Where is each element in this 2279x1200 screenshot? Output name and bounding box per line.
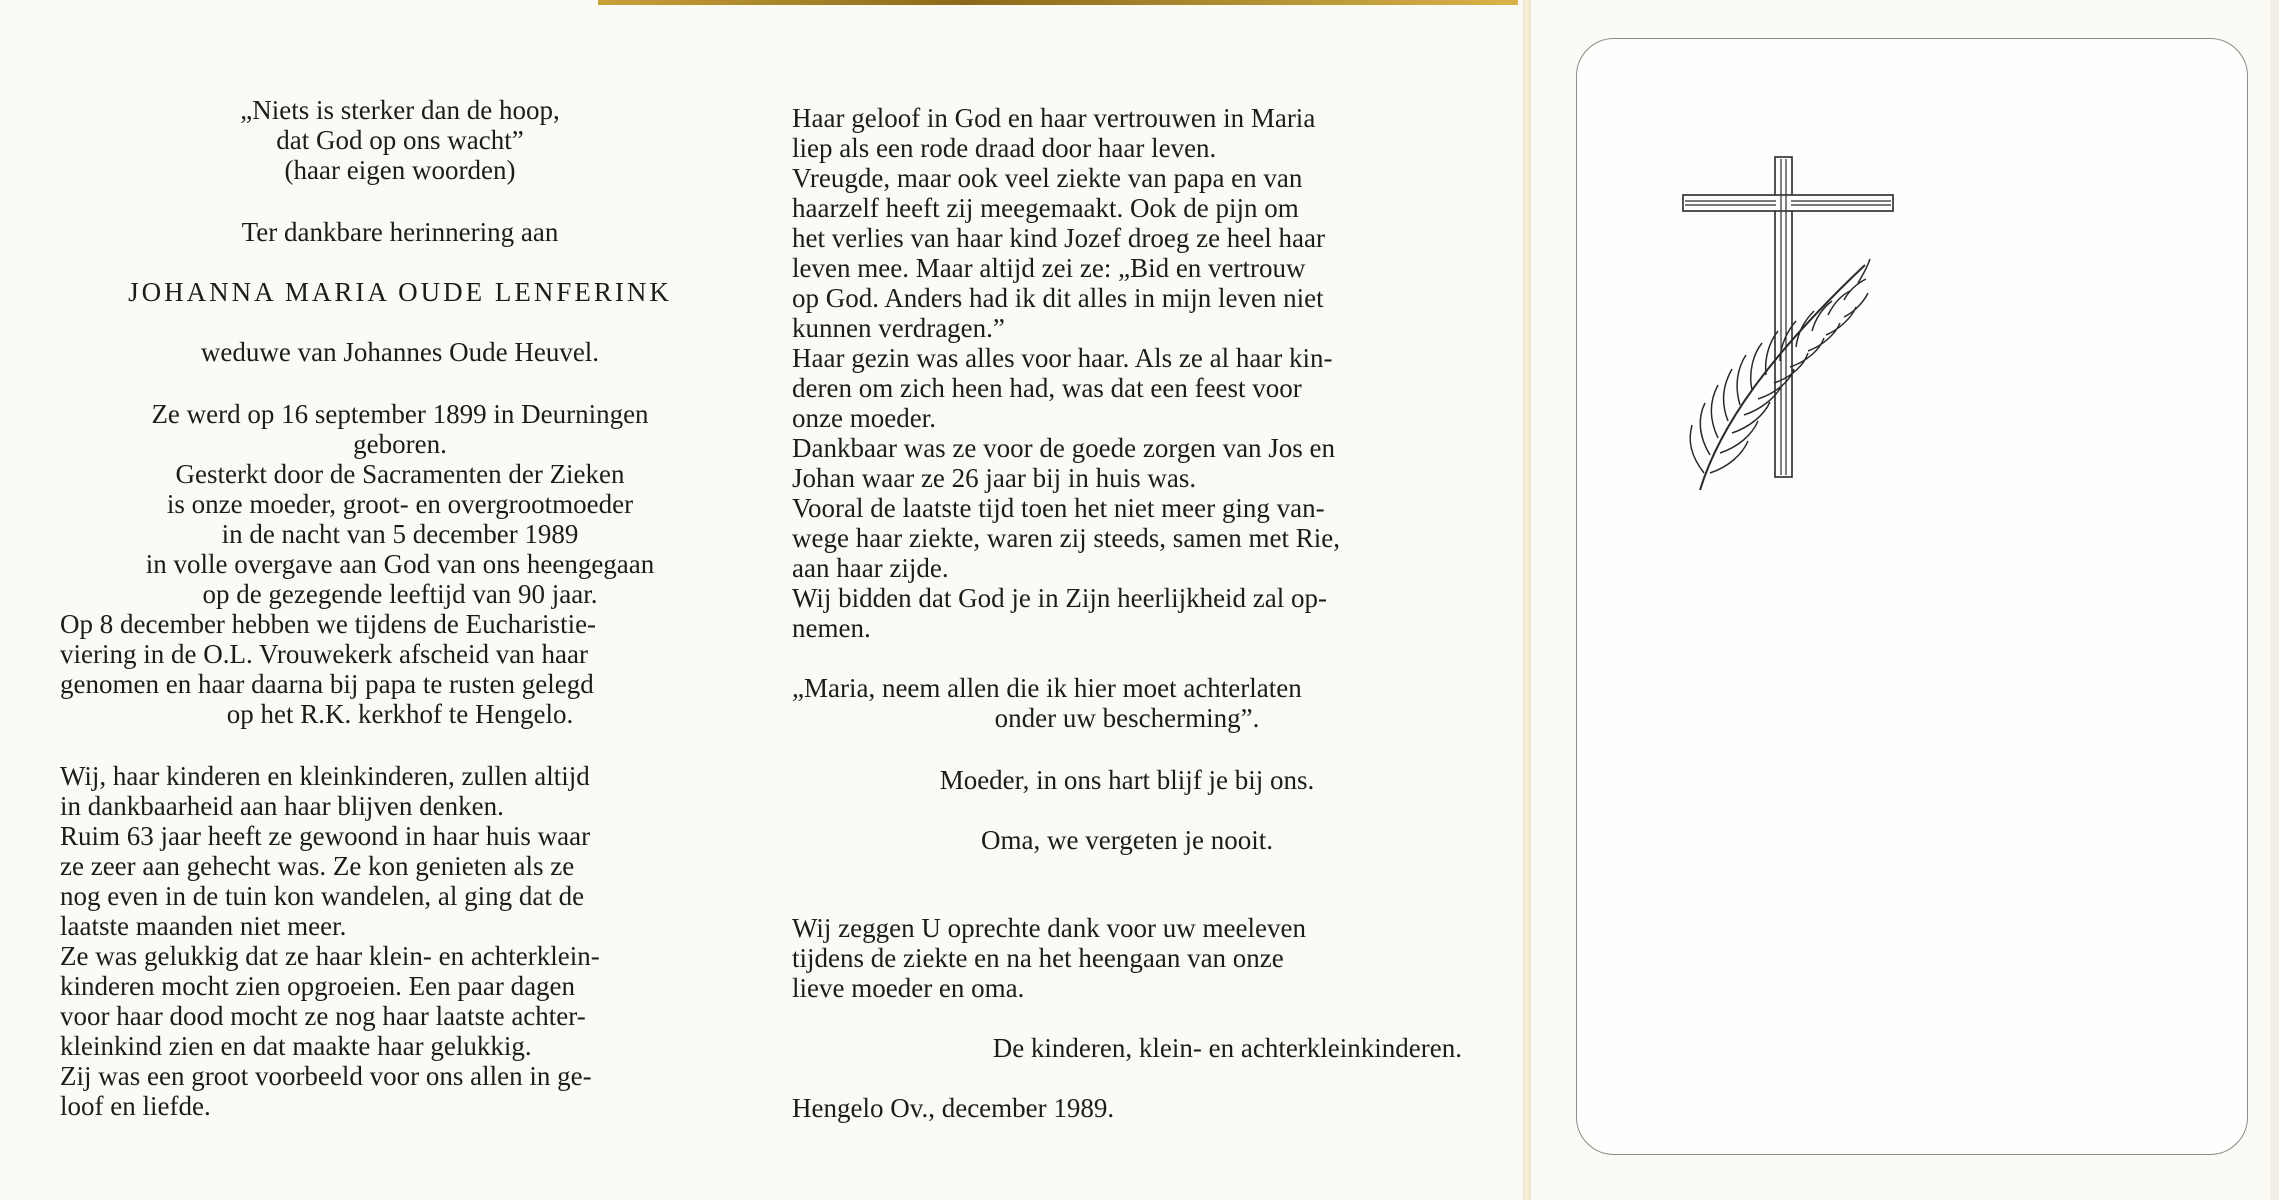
- right-edge: [2270, 0, 2279, 1200]
- widow-line: weduwe van Johannes Oude Heuvel.: [200, 337, 600, 367]
- top-gold-edge: [598, 0, 1518, 5]
- birth-info: Ze werd op 16 september 1899 in Deurningen geboren.: [151, 399, 649, 459]
- signature: De kinderen, klein- en achterkleinkinderen.: [992, 1033, 1462, 1063]
- deceased-name: JOHANNA MARIA OUDE LENFERINK: [128, 277, 672, 307]
- memory-text: Wij, haar kinderen en kleinkinderen, zullen altijd in dankbaarheid aan haar blijven denken. Ruim 63 jaar heeft ze gewoond in haar huis waar ze zeer aan gehecht was. Ze kon genieten als ze nog even in de tuin kon wandelen, al ging dat de laatste maanden niet meer. Ze was gelukkig dat ze haar klein- en achterklein- kinderen mocht zien opgroeien. Een paar dagen voor haar dood mocht ze nog haar laatste achter- kleinkind zien en dat maakte haar gelukkig. Zij was een groot voorbeeld voor ons allen in ge- loof en liefde.: [60, 761, 600, 1121]
- thanks-text: Wij zeggen U oprechte dank voor uw meeleven tijdens de ziekte en na het heengaan van onze lieve moeder en oma.: [792, 913, 1306, 1003]
- faith-text: Haar geloof in God en haar vertrouwen in Maria liep als een rode draad door haar leven. Vreugde, maar ook veel ziekte van papa en van haarzelf heeft zij meegemaakt. Ook de pijn om het verlies van haar kind Jozef droeg ze heel haar leven mee. Maar altijd zei ze: „Bid en vertrouw op God. Anders had ik dit alles in mijn leven niet kunnen verdragen.” Haar gezin was alles voor haar. Als ze al haar kin- deren om zich heen had, was dat een feest voor onze moeder. Dankbaar was ze voor de goede zorgen van Jos en Johan waar ze 26 jaar bij in huis was. Vooral de laatste tijd toen het niet meer ging van- wege haar ziekte, waren zij steeds, samen met Rie, aan haar zijde. Wij bidden dat God je in Zijn heerlijkheid zal op- nemen.: [792, 103, 1341, 643]
- left-panel: [60, 95, 740, 1121]
- funeral-info: Op 8 december hebben we tijdens de Eucharistie- viering in de O.L. Vrouwekerk afscheid van haar genomen en haar daarna bij papa te rusten gelegd: [60, 609, 597, 699]
- place-date: Hengelo Ov., december 1989.: [792, 1093, 1115, 1123]
- cross-with-palm-icon: [1680, 155, 1920, 500]
- page-fold: [1523, 0, 1531, 1200]
- dedication: Ter dankbare herinnering aan: [241, 217, 559, 247]
- grandma-line: Oma, we vergeten je nooit.: [981, 825, 1273, 855]
- mother-line: Moeder, in ons hart blijf je bij ons.: [939, 765, 1315, 795]
- maria-quote: „Maria, neem allen die ik hier moet achterlaten onder uw bescherming”.: [792, 673, 1302, 733]
- funeral-place: op het R.K. kerkhof te Hengelo.: [226, 699, 574, 729]
- death-info: Gesterkt door de Sacramenten der Zieken is onze moeder, groot- en overgrootmoeder in de nacht van 5 december 1989 in volle overgave aan God van ons heengegaan op de gezegende leeftijd van 90 jaar.: [145, 459, 655, 609]
- middle-panel: [792, 103, 1462, 1123]
- opening-quote: „Niets is sterker dan de hoop, dat God op ons wacht” (haar eigen woorden): [240, 95, 560, 185]
